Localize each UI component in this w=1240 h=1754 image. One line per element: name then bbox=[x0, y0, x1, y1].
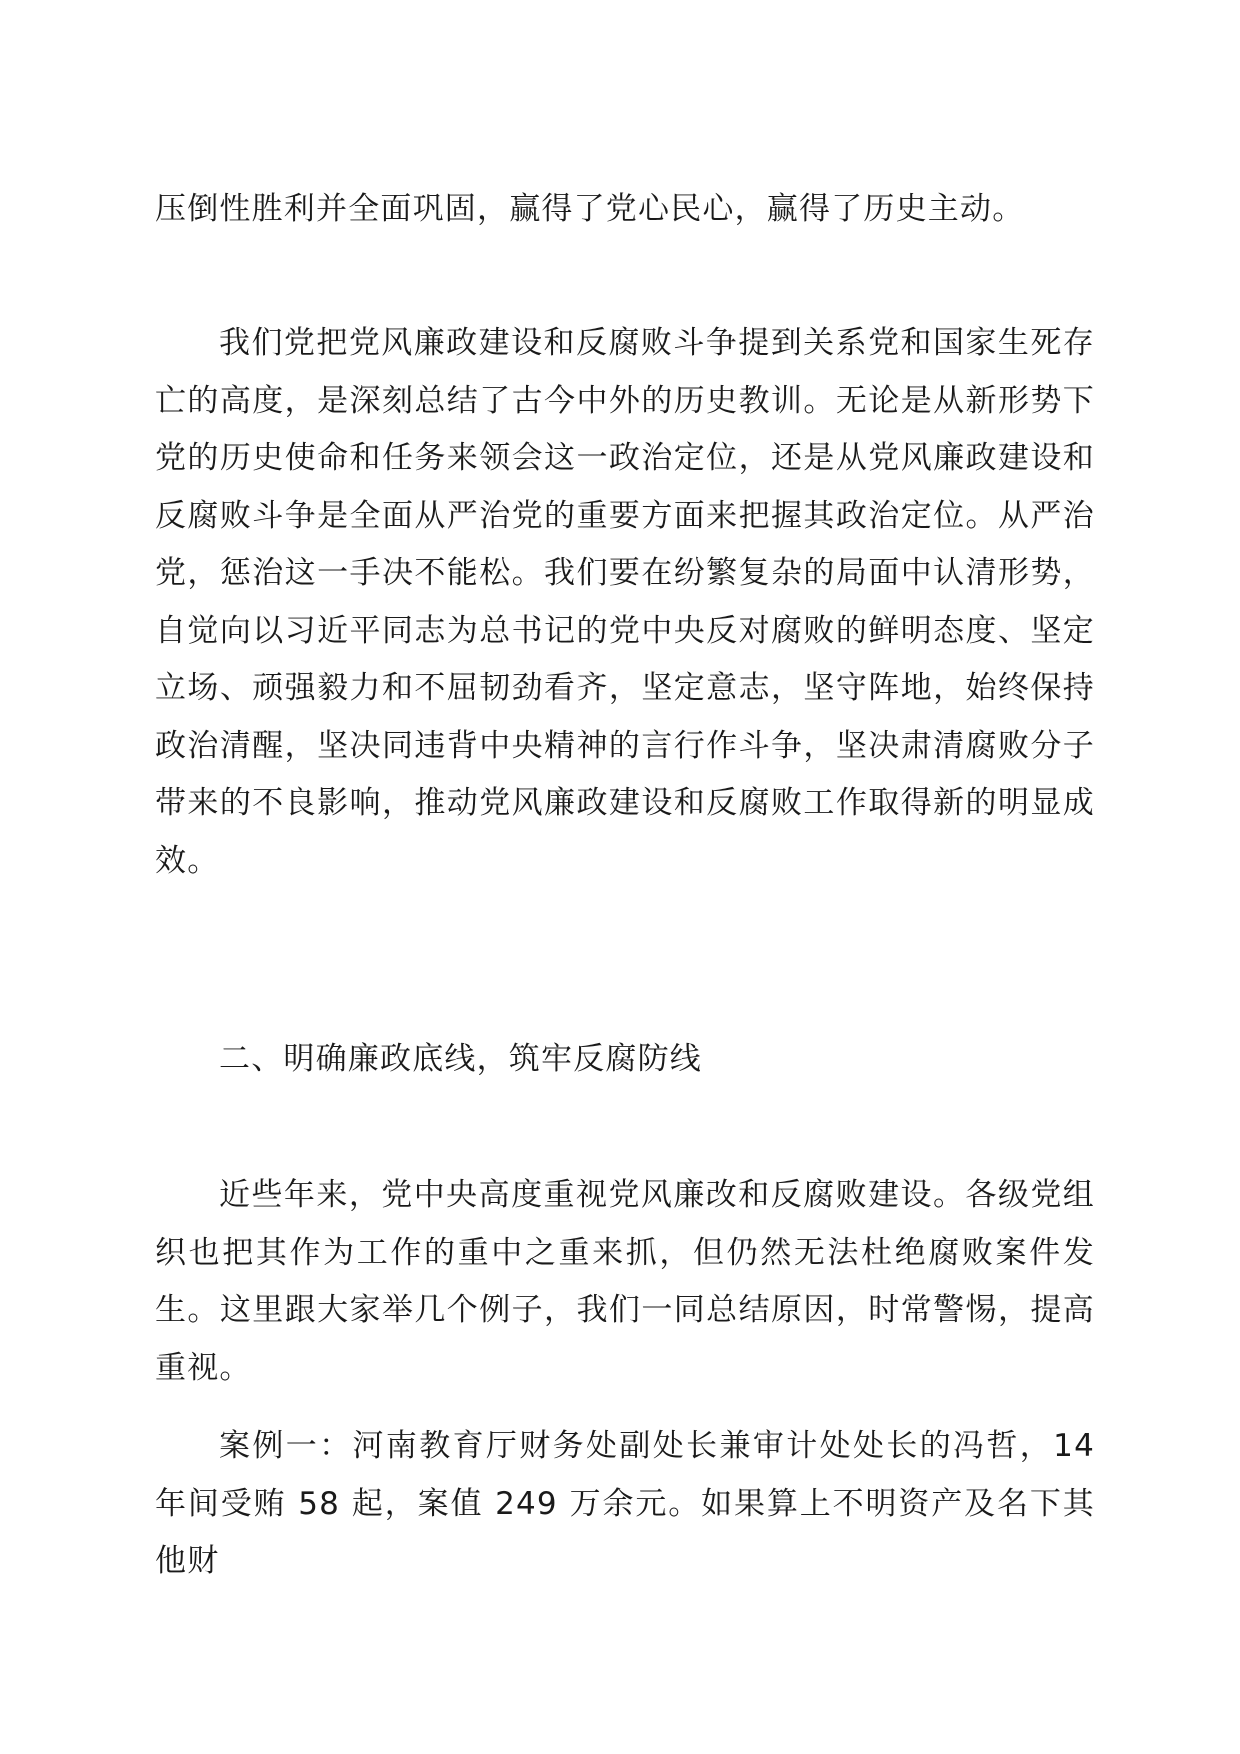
section-heading: 二、明确廉政底线，筑牢反腐防线 bbox=[219, 1041, 702, 1077]
paragraph-case-one: 案例一：河南教育厅财务处副处长兼审计处处长的冯哲，14 年间受贿 58 起，案值 249 万余元。如果算上不明资产及名下其他财 bbox=[155, 1428, 1095, 1579]
paragraph-continued: 压倒性胜利并全面巩固，赢得了党心民心，赢得了历史主动。 bbox=[155, 191, 1025, 227]
paragraph-body: 近些年来，党中央高度重视党风廉改和反腐败建设。各级党组织也把其作为工作的重中之重来抓，但仍然无法杜绝腐败案件发生。这里跟大家举几个例子，我们一同总结原因，时常警惕，提高重视。 bbox=[155, 1177, 1095, 1386]
paragraph-body: 我们党把党风廉政建设和反腐败斗争提到关系党和国家生死存亡的高度，是深刻总结了古今中外的历史教训。无论是从新形势下党的历史使命和任务来领会这一政治定位，还是从党风廉政建设和反腐败斗争是全面从严治党的重要方面来把握其政治定位。从严治党，惩治这一手决不能松。我们要在纷繁复杂的局面中认清形势，自觉向以习近平同志为总书记的党中央反对腐败的鲜明态度、坚定立场、顽强毅力和不屈韧劲看齐，坚定意志，坚守阵地，始终保持政治清醒，坚决同违背中央精神的言行作斗争，坚决肃清腐败分子带来的不良影响，推动党风廉政建设和反腐败工作取得新的明显成效。 bbox=[155, 325, 1095, 879]
